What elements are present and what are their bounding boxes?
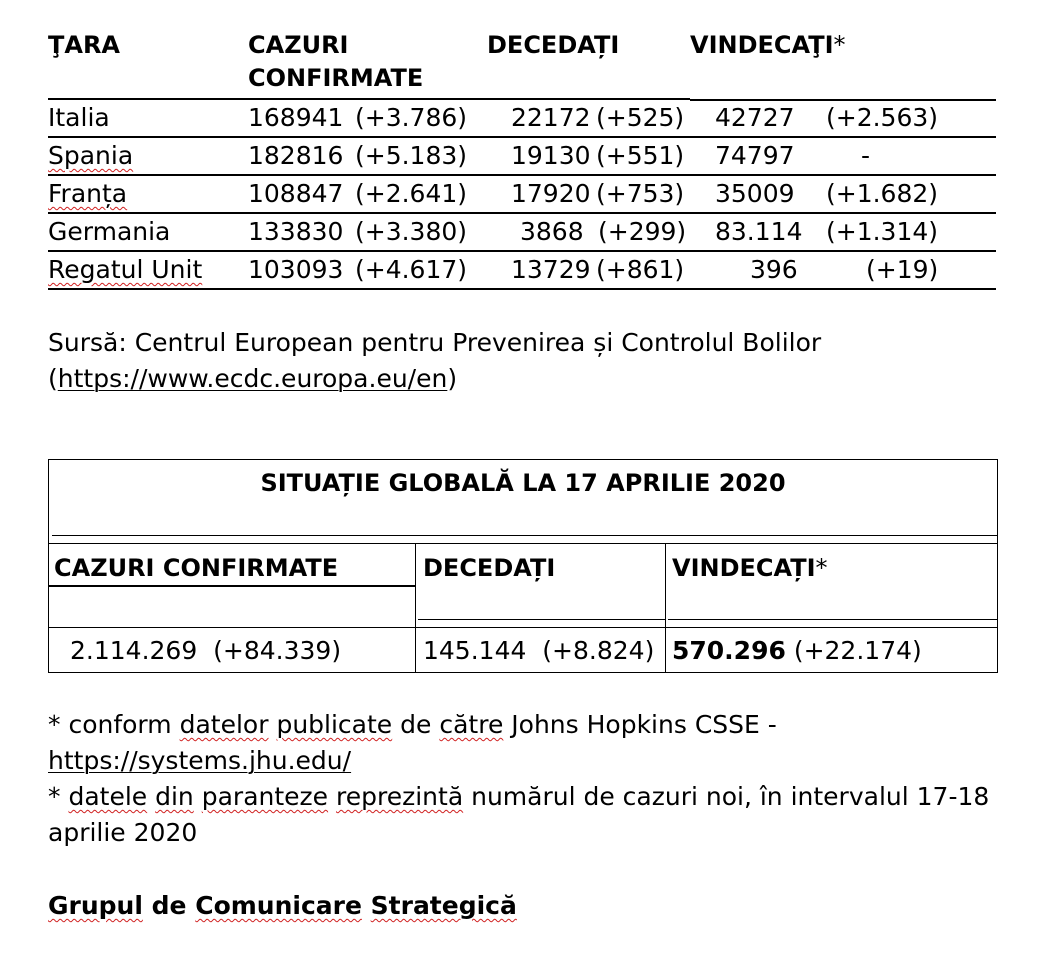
word: conform <box>68 710 172 739</box>
country-cell: Germania <box>48 217 171 246</box>
recovered-cell: 74797 <box>715 141 795 170</box>
column-divider <box>415 543 416 673</box>
global-deaths-new: (+8.824) <box>542 636 655 665</box>
footnote-link-line <box>48 743 351 779</box>
deaths-cell: 3868 <box>520 217 584 246</box>
confirmed-cell: 182816 <box>248 141 344 170</box>
confirmed-cell: 103093 <box>248 255 344 284</box>
asterisk-mark: * <box>833 31 846 59</box>
deaths-cell: 17920 <box>511 179 591 208</box>
recovered-cell: 83.114 <box>715 217 803 246</box>
header-rule <box>418 619 665 620</box>
jhu-link[interactable]: https://systems.jhu.edu/ <box>48 746 352 775</box>
deaths-new-cell: (+551) <box>596 141 685 170</box>
global-header-confirmed: CAZURI CONFIRMATE <box>54 554 339 582</box>
global-deaths-value <box>423 636 654 666</box>
footnote-source <box>48 707 777 743</box>
table-rule <box>48 288 996 290</box>
global-header-recovered <box>672 553 828 583</box>
confirmed-new-cell: (+3.380) <box>355 217 468 246</box>
confirmed-cell: 168941 <box>248 103 344 132</box>
country-cell: Franța <box>48 179 128 208</box>
table-rule <box>48 174 996 176</box>
confirmed-cell: 108847 <box>248 179 344 208</box>
word: reprezintă <box>336 782 464 811</box>
word: Comunicare <box>195 891 362 920</box>
global-recovered-new: (+22.174) <box>793 636 922 665</box>
title-rule <box>52 535 998 536</box>
country-cell: Regatul Unit <box>48 255 203 284</box>
table-rule <box>48 212 996 214</box>
global-confirmed-total: 2.114.269 <box>70 636 198 665</box>
global-title: SITUAȚIE GLOBALĂ LA 17 APRILIE 2020 <box>260 469 786 497</box>
word: numărul de cazuri noi, în intervalul 17-18 <box>471 782 990 811</box>
recovered-new-cell: (+1.682) <box>826 179 939 208</box>
footnote-brackets-line2: aprilie 2020 <box>48 818 198 847</box>
table-rule <box>48 98 690 100</box>
deaths-cell: 22172 <box>511 103 591 132</box>
deaths-new-cell: (+525) <box>596 103 685 132</box>
footnote-brackets <box>48 779 989 815</box>
word: Strategică <box>370 891 517 920</box>
word: datele <box>68 782 148 811</box>
global-header-recovered-label: VINDECAȚI <box>672 554 816 582</box>
recovered-new-cell: (+19) <box>866 255 939 284</box>
ecdc-link[interactable]: https://www.ecdc.europa.eu/en <box>57 364 448 393</box>
asterisk-mark: * <box>48 782 61 811</box>
word: din <box>155 782 194 811</box>
word: către <box>439 710 504 739</box>
table-rule <box>690 99 996 101</box>
word: datelor <box>179 710 269 739</box>
confirmed-new-cell: (+2.641) <box>355 179 468 208</box>
confirmed-new-cell: (+4.617) <box>355 255 468 284</box>
deaths-cell: 19130 <box>511 141 591 170</box>
word: publicate <box>276 710 393 739</box>
close-paren: ) <box>447 364 458 393</box>
recovered-cell: 42727 <box>715 103 795 132</box>
source-line: Sursă: Centrul European pentru Prevenirea și Controlul Bolilor <box>48 328 822 357</box>
global-deaths-total: 145.144 <box>423 636 527 665</box>
recovered-cell: 396 <box>750 255 798 284</box>
word: de <box>400 710 432 739</box>
header-confirmed-line2: CONFIRMATE <box>248 64 424 92</box>
deaths-cell: 13729 <box>511 255 591 284</box>
header-recovered <box>690 30 846 60</box>
global-confirmed-new: (+84.339) <box>213 636 342 665</box>
values-rule <box>48 627 998 628</box>
header-country: ŢARA <box>48 31 120 59</box>
confirmed-new-cell: (+5.183) <box>355 141 468 170</box>
global-confirmed-value <box>70 636 341 666</box>
table-rule <box>48 136 996 138</box>
word: Grupul <box>48 891 143 920</box>
header-recovered-label: VINDECAŢI <box>690 31 834 59</box>
signature-group <box>48 888 517 924</box>
word: paranteze <box>201 782 329 811</box>
global-recovered-total: 570.296 <box>672 636 786 665</box>
table-rule <box>48 250 996 252</box>
open-paren: ( <box>48 364 58 393</box>
recovered-new-cell: - <box>861 141 871 170</box>
header-rule <box>48 585 415 587</box>
column-divider <box>665 543 666 673</box>
recovered-new-cell: (+2.563) <box>826 103 939 132</box>
global-header-deaths: DECEDAȚI <box>423 554 556 582</box>
global-recovered-value <box>672 636 922 666</box>
country-cell: Spania <box>48 141 134 170</box>
asterisk-mark: * <box>48 710 61 739</box>
country-cell: Italia <box>48 103 110 132</box>
title-rule <box>48 543 998 544</box>
deaths-new-cell: (+861) <box>596 255 685 284</box>
deaths-new-cell: (+299) <box>598 217 687 246</box>
confirmed-cell: 133830 <box>248 217 344 246</box>
header-rule <box>668 619 998 620</box>
asterisk-mark: * <box>815 554 828 582</box>
header-confirmed-line1: CAZURI <box>248 31 349 59</box>
word: Johns Hopkins CSSE - <box>511 710 777 739</box>
header-deaths: DECEDAȚI <box>487 31 620 59</box>
confirmed-new-cell: (+3.786) <box>355 103 468 132</box>
recovered-new-cell: (+1.314) <box>826 217 939 246</box>
source-link-line <box>48 361 457 397</box>
deaths-new-cell: (+753) <box>596 179 685 208</box>
word: de <box>151 891 187 920</box>
recovered-cell: 35009 <box>715 179 795 208</box>
